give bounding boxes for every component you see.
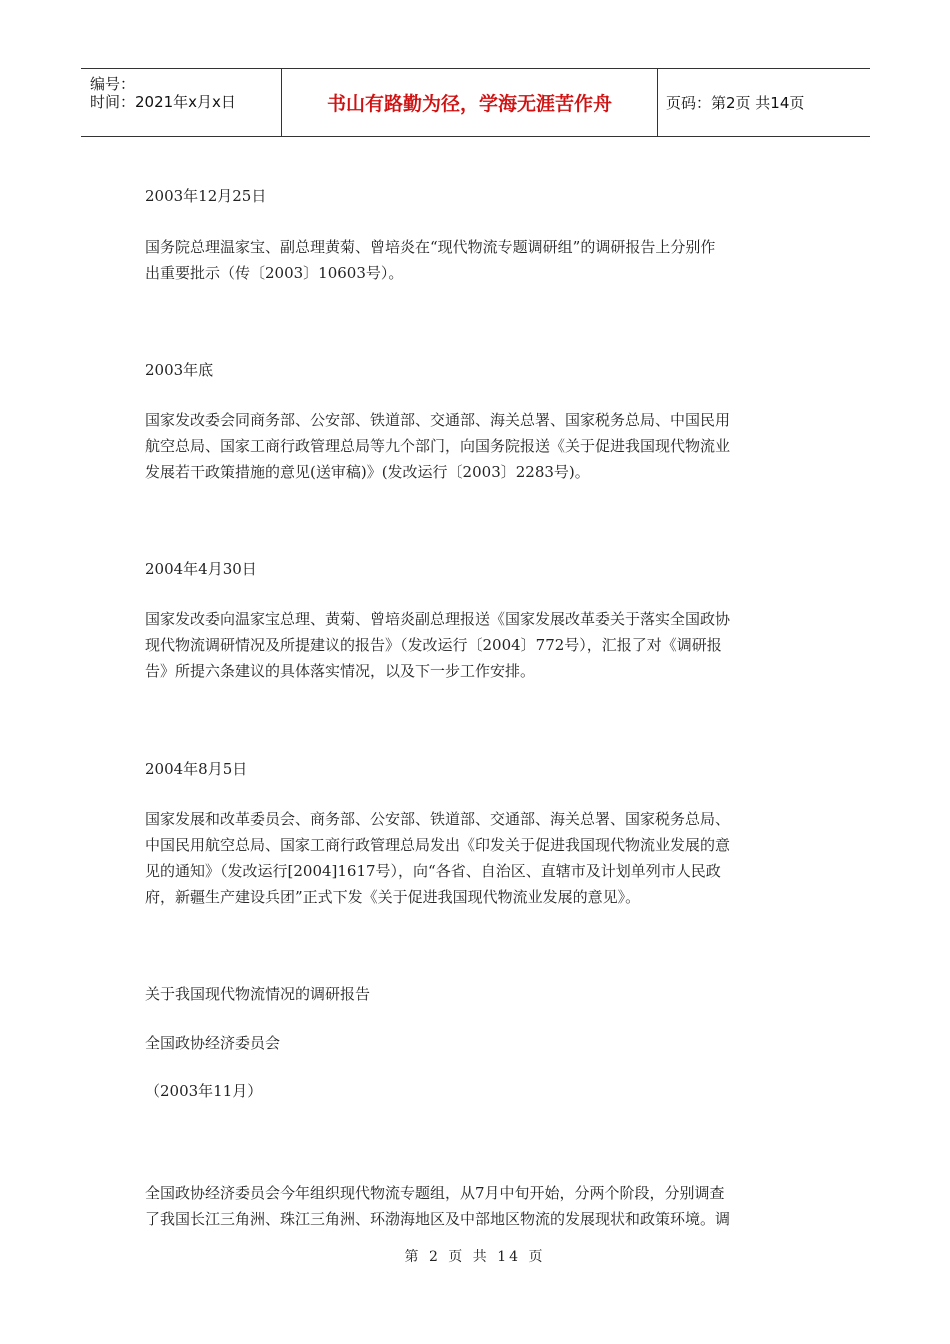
date-heading <box>145 357 807 383</box>
report-author <box>145 1030 807 1056</box>
report-title <box>145 981 807 1007</box>
text-line: 全国政协经济委员会 <box>145 1034 281 1052</box>
text-line: （2003年11月） <box>145 1082 263 1100</box>
text-line: 国家发改委会同商务部、公安部、铁道部、交通部、海关总署、国家税务总局、中国民用 <box>145 411 731 429</box>
page-header <box>81 68 870 137</box>
header-page-info: 页码：第2页 共14页 <box>666 94 805 112</box>
header-motto-cell <box>282 69 658 136</box>
text-line: 中国民用航空总局、国家工商行政管理总局发出《印发关于促进我国现代物流业发展的意 <box>145 836 731 854</box>
text-line: 了我国长江三角洲、珠江三角洲、环渤海地区及中部地区物流的发展现状和政策环境。调 <box>145 1210 731 1228</box>
text-line: 国家发改委向温家宝总理、黄菊、曾培炎副总理报送《国家发展改革委关于落实全国政协 <box>145 610 731 628</box>
page-footer: 第 2 页 共 14 页 <box>404 1249 546 1265</box>
text-line: 2004年8月5日 <box>145 760 248 778</box>
text-line: 国务院总理温家宝、副总理黄菊、曾培炎在“现代物流专题调研组”的调研报告上分别作 <box>145 238 716 256</box>
text-line: 国家发展和改革委员会、商务部、公安部、铁道部、交通部、海关总署、国家税务总局、 <box>145 810 731 828</box>
text-line: 全国政协经济委员会今年组织现代物流专题组，从7月中旬开始，分两个阶段，分别调查 <box>145 1184 725 1202</box>
document-date: 时间：2021年x月x日 <box>90 93 236 111</box>
text-line: 关于我国现代物流情况的调研报告 <box>145 985 371 1003</box>
text-line: 2003年底 <box>145 361 214 379</box>
date-heading <box>145 183 807 209</box>
header-page-cell <box>658 69 870 136</box>
date-heading <box>145 756 807 782</box>
report-date <box>145 1078 807 1104</box>
text-line: 航空总局、国家工商行政管理总局等九个部门，向国务院报送《关于促进我国现代物流业 <box>145 437 731 455</box>
text-line: 出重要批示（传〔2003〕10603号）。 <box>145 264 404 282</box>
date-heading <box>145 556 807 582</box>
text-line: 现代物流调研情况及所提建议的报告》（发改运行〔2004〕772号），汇报了对《调研报 <box>145 636 722 654</box>
text-line: 2004年4月30日 <box>145 560 257 578</box>
paragraph <box>145 1180 807 1232</box>
text-line: 见的通知》（发改运行[2004]1617号），向“各省、自治区、直辖市及计划单列市人民政 <box>145 862 721 880</box>
text-line: 告》所提六条建议的具体落实情况，以及下一步工作安排。 <box>145 662 536 680</box>
text-line: 府，新疆生产建设兵团”正式下发《关于促进我国现代物流业发展的意见》。 <box>145 888 641 906</box>
header-meta-cell <box>81 69 282 136</box>
document-number-label: 编号： <box>90 75 136 93</box>
header-motto: 书山有路勤为径，学海无涯苦作舟 <box>326 93 612 115</box>
paragraph <box>145 806 807 910</box>
text-line: 2003年12月25日 <box>145 187 267 205</box>
paragraph <box>145 606 807 684</box>
text-line: 发展若干政策措施的意见(送审稿)》(发改运行〔2003〕2283号)。 <box>145 463 590 481</box>
paragraph <box>145 407 807 485</box>
paragraph <box>145 234 807 286</box>
